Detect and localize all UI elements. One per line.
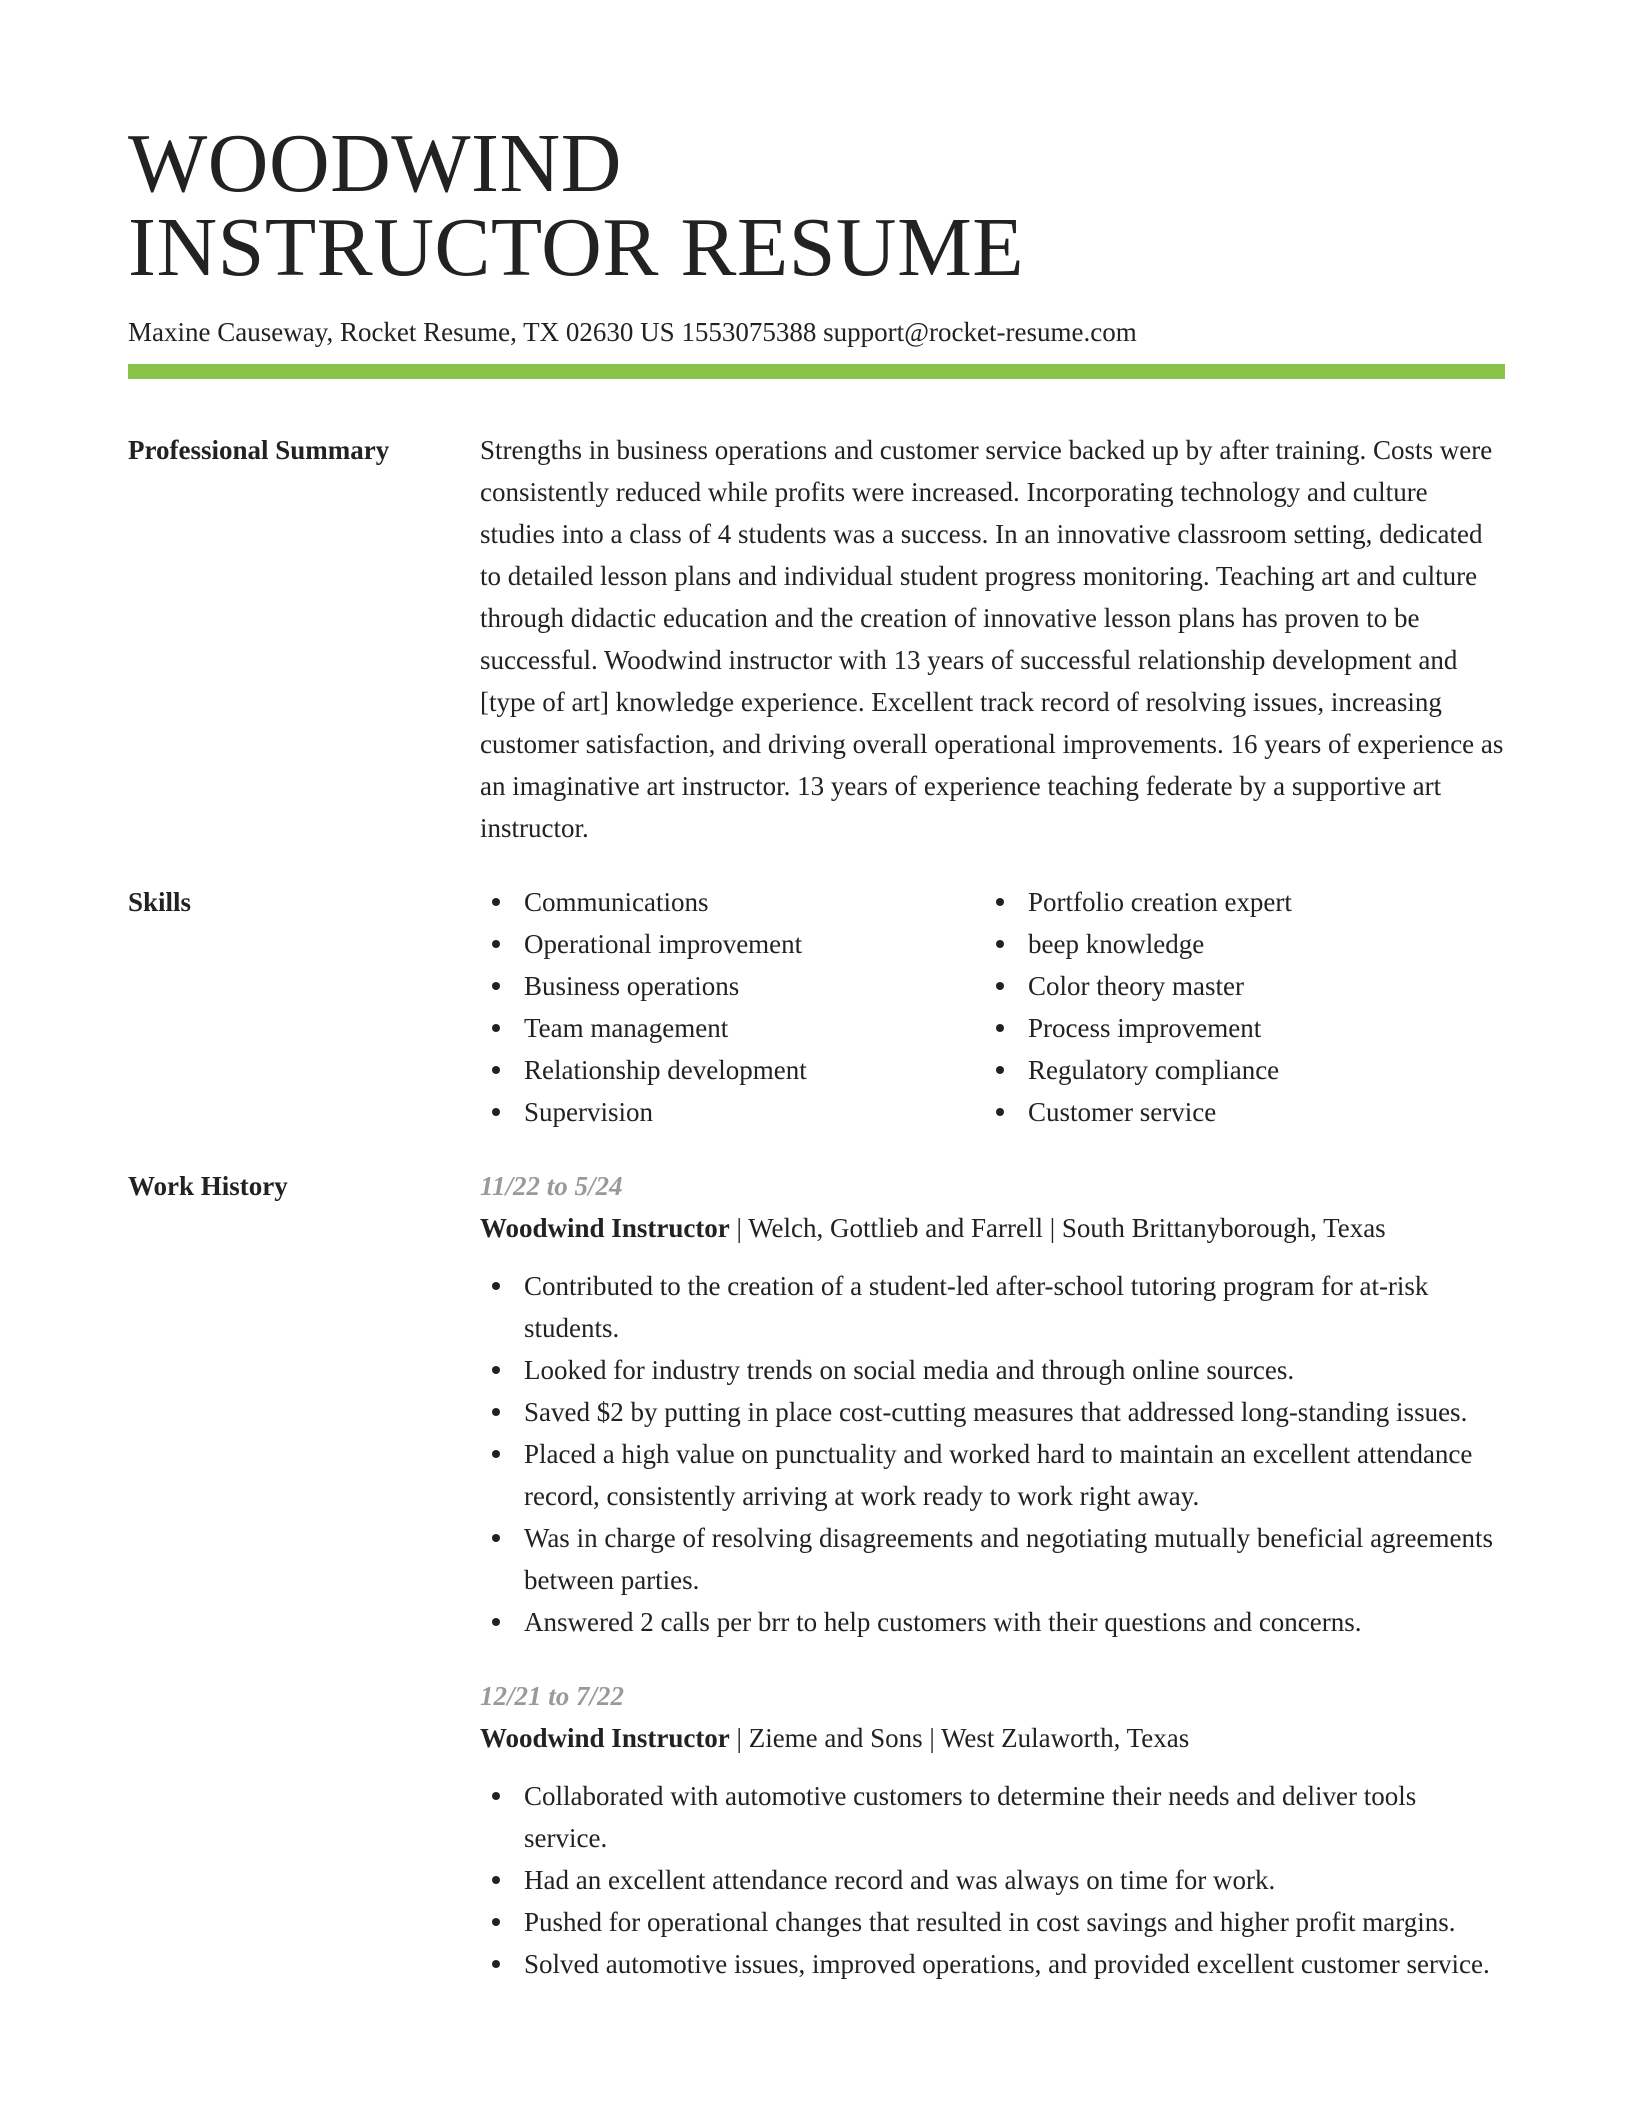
bullet-icon (996, 1108, 1004, 1116)
job-bullet (480, 1601, 1505, 1643)
skills-column-2 (984, 881, 1488, 1133)
bullet-icon (492, 982, 500, 990)
skill-item (984, 1049, 1488, 1091)
job-dates: 11/22 to 5/24 (480, 1171, 623, 1201)
skill-item (480, 923, 984, 965)
skill-item (480, 1049, 984, 1091)
skill-item (984, 1091, 1488, 1133)
skill-item (480, 965, 984, 1007)
resume-title (128, 117, 1505, 294)
accent-divider (128, 364, 1505, 379)
job-bullet-text: Contributed to the creation of a student-led after-school tutoring program for at-risk students. (524, 1271, 1429, 1343)
skill-label: Business operations (524, 971, 740, 1001)
skill-item (984, 965, 1488, 1007)
skill-label: beep knowledge (1028, 929, 1205, 959)
bullet-icon (492, 1066, 500, 1074)
bullet-icon (996, 940, 1004, 948)
bullet-icon (492, 1024, 500, 1032)
work-history-body (480, 1165, 1505, 1985)
bullet-icon (492, 1876, 500, 1884)
job-bullet (480, 1391, 1505, 1433)
job-bullet-text: Saved $2 by putting in place cost-cutting measures that addressed long-standing issues. (524, 1397, 1468, 1427)
professional-summary-section (128, 429, 1505, 849)
skill-label: Communications (524, 887, 709, 917)
bullet-icon (492, 940, 500, 948)
job-heading (480, 1207, 1505, 1249)
bullet-icon (996, 1066, 1004, 1074)
bullet-icon (492, 1408, 500, 1416)
job-bullet-text: Was in charge of resolving disagreements and negotiating mutually beneficial agreements between parties. (524, 1523, 1494, 1595)
bullet-icon (492, 1282, 500, 1290)
job-heading (480, 1717, 1505, 1759)
skill-label: Operational improvement (524, 929, 803, 959)
resume-page (128, 117, 1505, 1985)
skill-item (480, 1091, 984, 1133)
skill-label: Relationship development (524, 1055, 807, 1085)
section-label-work: Work History (128, 1171, 288, 1201)
skills-grid (480, 881, 1505, 1133)
skill-label: Process improvement (1028, 1013, 1262, 1043)
skill-label: Portfolio creation expert (1028, 887, 1292, 917)
job-details: | Zieme and Sons | West Zulaworth, Texas (729, 1723, 1190, 1753)
skill-item (984, 881, 1488, 923)
bullet-icon (492, 898, 500, 906)
job-entry (480, 1165, 1505, 1643)
job-bullet (480, 1433, 1505, 1517)
job-title: Woodwind Instructor (480, 1213, 730, 1243)
contact-line: Maxine Causeway, Rocket Resume, TX 02630 US 1553075388 support@rocket-resume.com (128, 317, 1137, 347)
job-bullets (480, 1265, 1505, 1643)
title-line-2: INSTRUCTOR RESUME (128, 201, 1025, 294)
skills-column-1 (480, 881, 984, 1133)
skill-item (480, 881, 984, 923)
job-bullet-text: Pushed for operational changes that resulted in cost savings and higher profit margins. (524, 1907, 1456, 1937)
job-bullet-text: Placed a high value on punctuality and worked hard to maintain an excellent attendance record, consistently arriving at work ready to work right away. (524, 1439, 1473, 1511)
skill-label: Regulatory compliance (1028, 1055, 1280, 1085)
job-entry (480, 1675, 1505, 1985)
bullet-icon (492, 1534, 500, 1542)
bullet-icon (492, 1918, 500, 1926)
skill-label: Supervision (524, 1097, 654, 1127)
skill-label: Team management (524, 1013, 729, 1043)
skill-item (984, 1007, 1488, 1049)
job-bullet-text: Solved automotive issues, improved operations, and provided excellent customer service. (524, 1949, 1490, 1979)
bullet-icon (492, 1450, 500, 1458)
job-bullet-text: Had an excellent attendance record and was always on time for work. (524, 1865, 1276, 1895)
skill-label: Customer service (1028, 1097, 1217, 1127)
bullet-icon (492, 1960, 500, 1968)
bullet-icon (996, 1024, 1004, 1032)
job-bullet (480, 1859, 1505, 1901)
job-bullet-text: Answered 2 calls per brr to help customers with their questions and concerns. (524, 1607, 1362, 1637)
skill-item (480, 1007, 984, 1049)
skill-label: Color theory master (1028, 971, 1244, 1001)
job-bullet-text: Looked for industry trends on social media and through online sources. (524, 1355, 1295, 1385)
job-bullet (480, 1943, 1505, 1985)
work-history-section (128, 1165, 1505, 1985)
bullet-icon (492, 1792, 500, 1800)
job-bullet (480, 1775, 1505, 1859)
section-label-skills: Skills (128, 887, 192, 917)
job-title: Woodwind Instructor (480, 1723, 730, 1753)
bullet-icon (996, 898, 1004, 906)
job-bullet (480, 1901, 1505, 1943)
job-bullet-text: Collaborated with automotive customers to determine their needs and deliver tools service. (524, 1781, 1417, 1853)
job-bullet (480, 1265, 1505, 1349)
section-label-summary: Professional Summary (128, 435, 390, 465)
job-details: | Welch, Gottlieb and Farrell | South Brittanyborough, Texas (729, 1213, 1386, 1243)
skill-item (984, 923, 1488, 965)
bullet-icon (996, 982, 1004, 990)
bullet-icon (492, 1108, 500, 1116)
job-bullet (480, 1349, 1505, 1391)
job-dates: 12/21 to 7/22 (480, 1681, 625, 1711)
bullet-icon (492, 1618, 500, 1626)
title-line-1: WOODWIND (128, 117, 622, 210)
bullet-icon (492, 1366, 500, 1374)
summary-text: Strengths in business operations and customer service backed up by after training. Costs were consistently reduced while profits were increased. Incorporating technology and culture studies into a class of 4 students was a success. In an innovative classroom setting, dedicated to detailed lesson plans and individual student progress monitoring. Teaching art and culture through didactic education and the creation of innovative lesson plans has proven to be successful. Woodwind instructor with 13 years of successful relationship development and [type of art] knowledge experience. Excellent track record of resolving issues, increasing customer satisfaction, and driving overall operational improvements. 16 years of experience as an imaginative art instructor. 13 years of experience teaching federate by a supportive art instructor. (480, 435, 1504, 843)
job-bullet (480, 1517, 1505, 1601)
job-bullets (480, 1775, 1505, 1985)
skills-section (128, 881, 1505, 1133)
